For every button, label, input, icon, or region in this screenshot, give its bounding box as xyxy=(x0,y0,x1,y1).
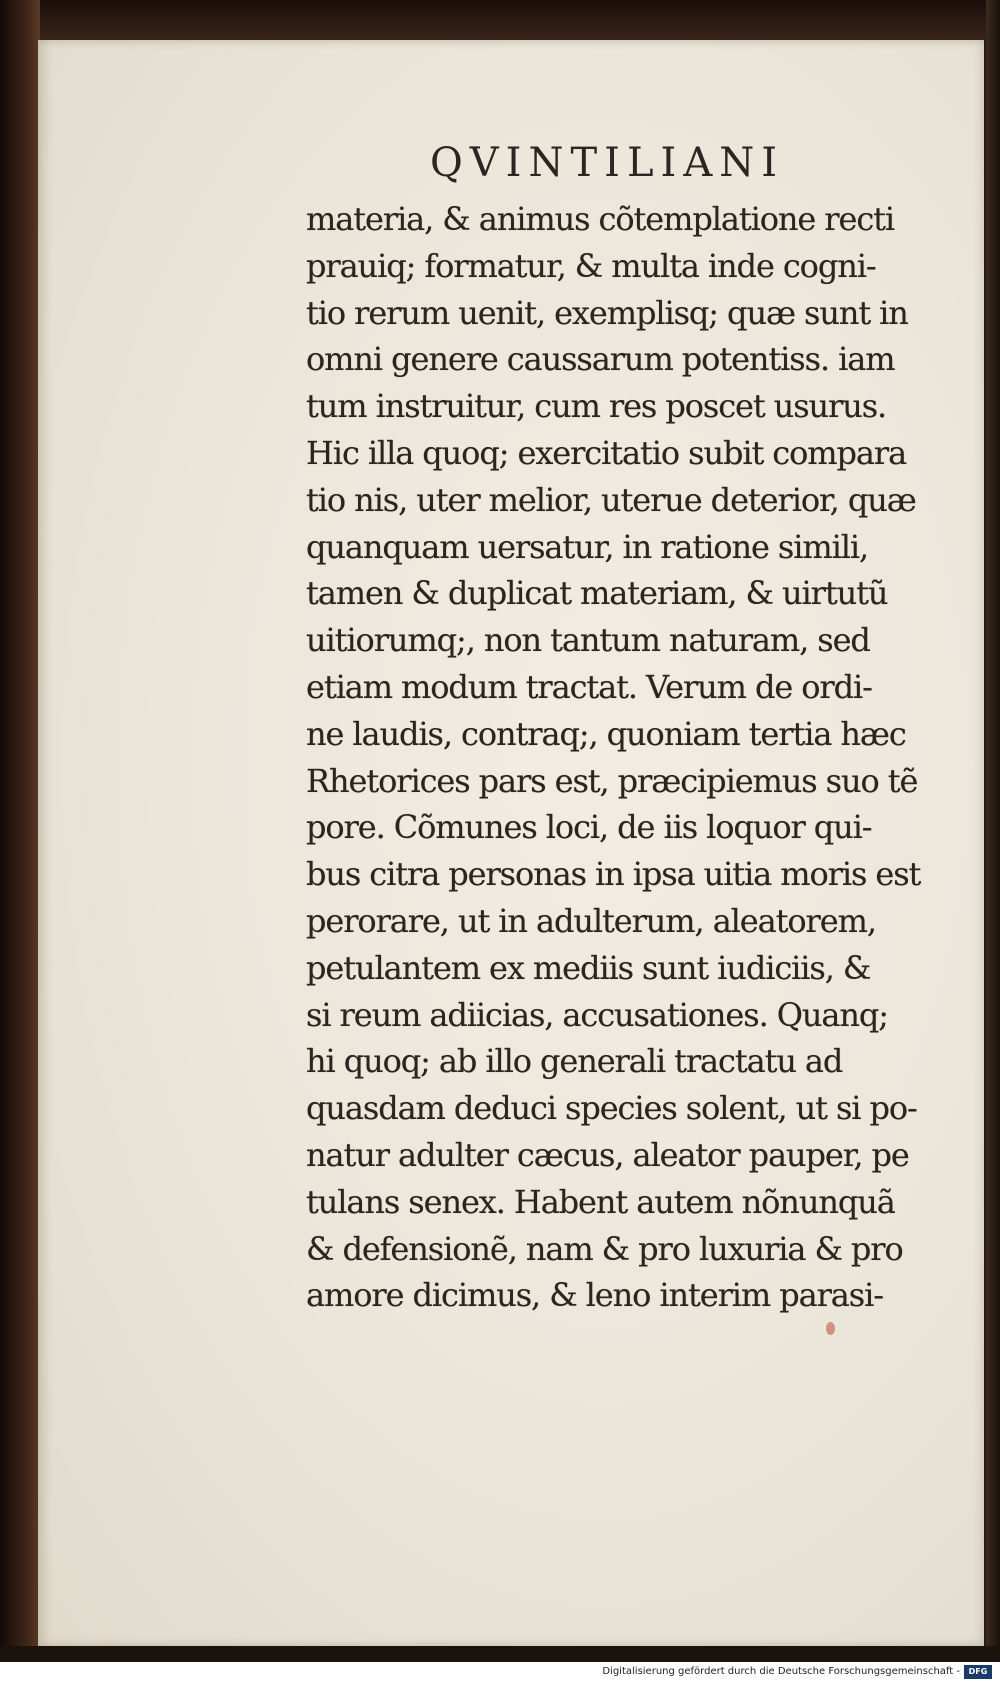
body-text xyxy=(306,196,956,1319)
footer-bar xyxy=(0,1662,1000,1684)
running-head: QVINTILIANI xyxy=(430,140,785,186)
text-line: Hic illa quoq; exercitatio subit compara xyxy=(306,433,907,472)
funding-credit: Digitalisierung gefördert durch die Deutsche Forschungsgemeinschaft - xyxy=(602,1666,960,1677)
text-line: quanquam uersatur, in ratione simili, xyxy=(306,527,869,566)
text-line: quasdam deduci species solent, ut si po- xyxy=(306,1089,917,1128)
text-line: Rhetorices pars est, præcipiemus suo tẽ xyxy=(306,761,918,800)
text-line: materia, & animus cõtemplatione recti xyxy=(306,200,895,238)
text-line: tio rerum uenit, exemplisq; quæ sunt in xyxy=(306,293,908,332)
text-line: bus citra personas in ipsa uitia moris est xyxy=(306,855,921,894)
text-line: ne laudis, contraq;, quoniam tertia hæc xyxy=(306,714,906,753)
dfg-logo: DFG xyxy=(964,1665,992,1679)
text-line: tulans senex. Habent autem nõnunquã xyxy=(306,1182,895,1221)
text-line: uitiorumq;, non tantum naturam, sed xyxy=(306,621,870,660)
text-line: omni genere caussarum potentiss. iam xyxy=(306,340,895,379)
text-line: hi quoq; ab illo generali tractatu ad xyxy=(306,1042,843,1081)
text-line: etiam modum tractat. Verum de ordi- xyxy=(306,667,872,706)
text-line: tamen & duplicat materiam, & uirtutũ xyxy=(306,574,888,613)
text-line: prauiq; formatur, & multa inde cogni- xyxy=(306,246,876,285)
text-line: pore. Cõmunes loci, de iis loquor qui- xyxy=(306,808,872,847)
text-line: petulantem ex mediis sunt iudiciis, & xyxy=(306,948,871,987)
text-line: tum instruitur, cum res poscet usurus. xyxy=(306,387,887,426)
scan-top-edge xyxy=(0,0,1000,40)
text-line: amore dicimus, & leno interim parasi- xyxy=(306,1276,883,1315)
scan-right-edge xyxy=(986,0,1000,1662)
text-line: natur adulter cæcus, aleator pauper, pe xyxy=(306,1135,909,1174)
text-line: & defensionẽ, nam & pro luxuria & pro xyxy=(306,1229,903,1268)
book-spine-edge xyxy=(0,0,40,1662)
text-line: perorare, ut in adulterum, aleatorem, xyxy=(306,901,876,940)
text-line: si reum adiicias, accusationes. Quanq; xyxy=(306,995,888,1034)
text-line: tio nis, uter melior, uterue deterior, quæ xyxy=(306,480,916,519)
ink-speck xyxy=(826,1322,835,1335)
scan-bottom-edge xyxy=(0,1646,1000,1662)
